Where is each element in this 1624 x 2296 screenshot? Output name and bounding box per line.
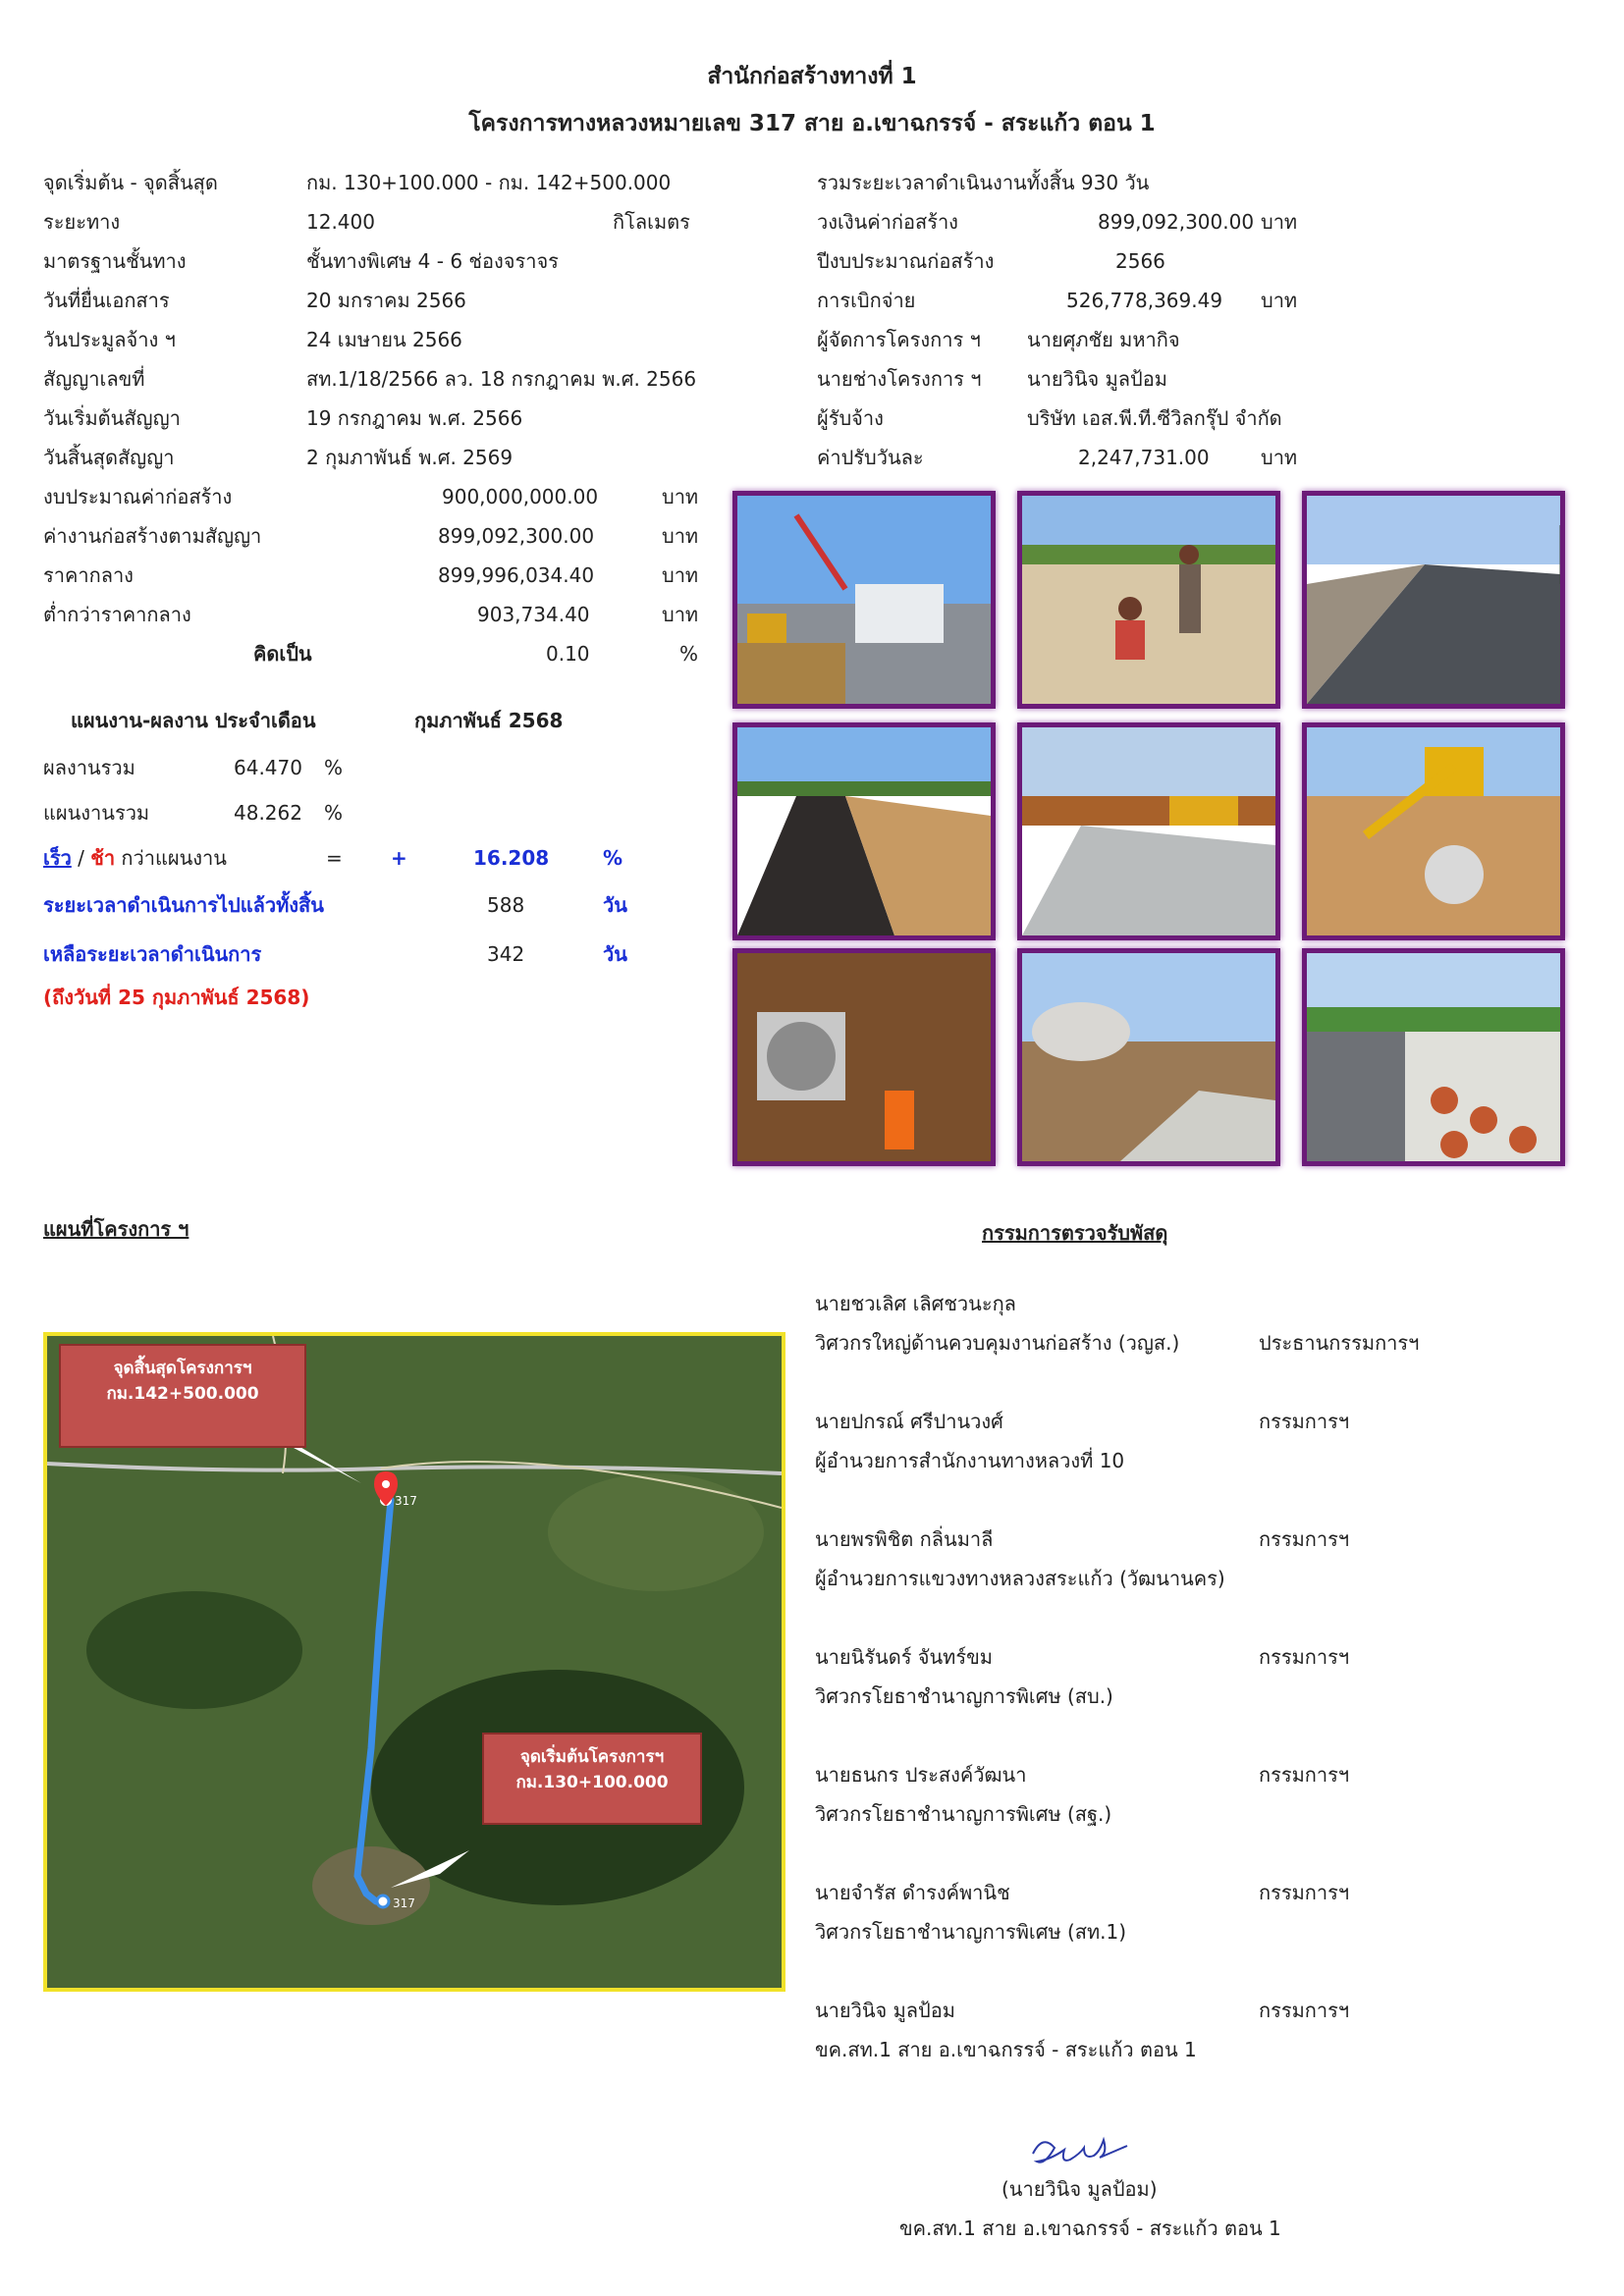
photo-mixer-truck — [1017, 948, 1280, 1166]
member-position: วิศวกรโยธาชำนาญการพิเศษ (สบ.) — [815, 1684, 1113, 1708]
fast-slow-line — [43, 846, 227, 870]
photo-culvert — [732, 948, 996, 1166]
member-name: นายชวเลิศ เลิศชวนะกุล — [815, 1292, 1016, 1315]
member-role: ประธานกรรมการฯ — [1259, 1331, 1420, 1355]
member-role: กรรมการฯ — [1259, 1881, 1350, 1904]
member-position: วิศวกรโยธาชำนาญการพิเศษ (สฐ.) — [815, 1802, 1112, 1826]
info-value: 24 เมษายน 2566 — [306, 328, 462, 351]
signature-position: ขค.สท.1 สาย อ.เขาฉกรรจ์ - สระแก้ว ตอน 1 — [899, 2216, 1281, 2240]
route-label: 317 — [393, 1896, 415, 1910]
info-value: 526,778,369.49 — [1066, 289, 1223, 312]
member-position: ผู้อำนวยการสำนักงานทางหลวงที่ 10 — [815, 1449, 1125, 1472]
budget-label: ต่ำกว่าราคากลาง — [43, 603, 191, 626]
info-value: 19 กรกฎาคม พ.ศ. 2566 — [306, 406, 523, 430]
end-point-callout — [59, 1344, 306, 1448]
budget-value: 903,734.40 — [477, 603, 590, 626]
end-point-km: กม.142+500.000 — [106, 1384, 259, 1404]
info-unit: บาท — [1261, 446, 1298, 469]
elapsed-value: 588 — [487, 893, 525, 917]
percent-value: 0.10 — [546, 642, 590, 666]
percent-unit: % — [679, 642, 699, 666]
member-role: กรรมการฯ — [1259, 1999, 1350, 2022]
diff-value: 16.208 — [473, 846, 550, 870]
member-role: กรรมการฯ — [1259, 1527, 1350, 1551]
duration-text: รวมระยะเวลาดำเนินงานทั้งสิ้น 930 วัน — [817, 171, 1150, 194]
info-value: 20 มกราคม 2566 — [306, 289, 466, 312]
equals-sign: = — [326, 846, 343, 870]
info-unit: บาท — [1261, 289, 1298, 312]
photo-asphalt-road — [1302, 491, 1565, 709]
member-name: นายธนกร ประสงค์วัฒนา — [815, 1763, 1027, 1787]
info-label: วันที่ยื่นเอกสาร — [43, 289, 170, 312]
info-label: ปีงบประมาณก่อสร้าง — [817, 249, 995, 273]
actual-value: 64.470 — [234, 756, 302, 779]
info-value: นายวินิจ มูลป้อม — [1027, 367, 1167, 391]
info-unit: กิโลเมตร — [613, 210, 690, 234]
map-heading: แผนที่โครงการ ฯ — [43, 1217, 189, 1241]
project-map — [43, 1332, 785, 1992]
budget-label: ค่างานก่อสร้างตามสัญญา — [43, 524, 262, 548]
member-role: กรรมการฯ — [1259, 1645, 1350, 1669]
budget-unit: บาท — [662, 524, 699, 548]
photo-paving — [732, 722, 996, 940]
info-label: ค่าปรับวันละ — [817, 446, 924, 469]
plan-value: 48.262 — [234, 801, 302, 825]
budget-unit: บาท — [662, 485, 699, 508]
end-point-title: จุดสิ้นสุดโครงการฯ — [113, 1359, 252, 1378]
progress-month: กุมภาพันธ์ 2568 — [414, 709, 564, 732]
start-point-km: กม.130+100.000 — [515, 1773, 669, 1792]
vs-plan: กว่าแผนงาน — [115, 846, 227, 870]
diff-sign: + — [391, 846, 407, 870]
info-label: ผู้รับจ้าง — [817, 406, 884, 430]
photo-soil-test — [1017, 491, 1280, 709]
info-value: นายศุภชัย มหากิจ — [1027, 328, 1180, 351]
info-label: การเบิกจ่าย — [817, 289, 916, 312]
committee-heading: กรรมการตรวจรับพัสดุ — [982, 1221, 1168, 1245]
member-name: นายพรพิชิต กลิ่นมาลี — [815, 1527, 994, 1551]
photo-excavator — [1302, 722, 1565, 940]
member-position: วิศวกรโยธาชำนาญการพิเศษ (สท.1) — [815, 1920, 1127, 1944]
route-label: 317 — [395, 1494, 417, 1508]
budget-label: ราคากลาง — [43, 563, 134, 587]
photo-gravel-piles — [1302, 948, 1565, 1166]
asof-date: (ถึงวันที่ 25 กุมภาพันธ์ 2568) — [43, 986, 310, 1009]
info-label: ผู้จัดการโครงการ ฯ — [817, 328, 981, 351]
signature-name: (นายวินิจ มูลป้อม) — [1001, 2177, 1158, 2201]
budget-value: 899,092,300.00 — [438, 524, 595, 548]
start-point-title: จุดเริ่มต้นโครงการฯ — [519, 1747, 665, 1767]
budget-value: 900,000,000.00 — [442, 485, 599, 508]
progress-heading: แผนงาน-ผลงาน ประจำเดือน — [71, 709, 316, 732]
member-name: นายปกรณ์ ศรีปานวงศ์ — [815, 1410, 1003, 1433]
project-title: โครงการทางหลวงหมายเลข 317 สาย อ.เขาฉกรรจ์ - สระแก้ว ตอน 1 — [468, 111, 1156, 136]
member-name: นายจำรัส ดำรงค์พานิช — [815, 1881, 1010, 1904]
info-value: ชั้นทางพิเศษ 4 - 6 ช่องจราจร — [306, 249, 559, 273]
photo-concrete-pour — [1017, 722, 1280, 940]
photo-crane-truck — [732, 491, 996, 709]
member-position: วิศวกรใหญ่ด้านควบคุมงานก่อสร้าง (วญส.) — [815, 1331, 1180, 1355]
info-label: วันเริ่มต้นสัญญา — [43, 406, 181, 430]
budget-value: 899,996,034.40 — [438, 563, 595, 587]
info-value: 899,092,300.00 — [1098, 210, 1255, 234]
info-value: กม. 130+100.000 - กม. 142+500.000 — [306, 171, 672, 194]
info-value: 2,247,731.00 — [1078, 446, 1210, 469]
member-name: นายนิรันดร์ จันทร์ขม — [815, 1645, 993, 1669]
fast-text: เร็ว — [43, 846, 72, 870]
diff-unit: % — [603, 846, 623, 870]
member-position: ผู้อำนวยการแขวงทางหลวงสระแก้ว (วัฒนานคร) — [815, 1567, 1225, 1590]
info-label: มาตรฐานชั้นทาง — [43, 249, 187, 273]
info-value: สท.1/18/2566 ลว. 18 กรกฎาคม พ.ศ. 2566 — [306, 367, 697, 391]
elapsed-label: ระยะเวลาดำเนินการไปแล้วทั้งสิ้น — [43, 893, 324, 917]
start-point-callout — [482, 1733, 702, 1825]
office-title: สำนักก่อสร้างทางที่ 1 — [707, 64, 917, 89]
info-unit: บาท — [1261, 210, 1298, 234]
info-label: สัญญาเลขที่ — [43, 367, 145, 391]
info-label: วงเงินค่าก่อสร้าง — [817, 210, 958, 234]
info-value: 2566 — [1115, 249, 1165, 273]
member-name: นายวินิจ มูลป้อม — [815, 1999, 955, 2022]
budget-unit: บาท — [662, 603, 699, 626]
slow-text: ช้า — [90, 846, 116, 870]
member-role: กรรมการฯ — [1259, 1410, 1350, 1433]
actual-label: ผลงานรวม — [43, 756, 135, 779]
signature-image — [1027, 2124, 1135, 2175]
elapsed-unit: วัน — [603, 893, 627, 917]
percent-label: คิดเป็น — [253, 642, 312, 666]
info-label: วันประมูลจ้าง ฯ — [43, 328, 176, 351]
info-label: ระยะทาง — [43, 210, 121, 234]
member-role: กรรมการฯ — [1259, 1763, 1350, 1787]
budget-unit: บาท — [662, 563, 699, 587]
actual-unit: % — [324, 756, 344, 779]
member-position: ขค.สท.1 สาย อ.เขาฉกรรจ์ - สระแก้ว ตอน 1 — [815, 2038, 1197, 2061]
plan-label: แผนงานรวม — [43, 801, 150, 825]
info-value: บริษัท เอส.พี.ที.ซีวิลกรุ๊ป จำกัด — [1027, 406, 1282, 430]
info-label: จุดเริ่มต้น - จุดสิ้นสุด — [43, 171, 218, 194]
remain-label: เหลือระยะเวลาดำเนินการ — [43, 942, 262, 966]
info-label: วันสิ้นสุดสัญญา — [43, 446, 175, 469]
info-value: 2 กุมภาพันธ์ พ.ศ. 2569 — [306, 446, 514, 469]
remain-unit: วัน — [603, 942, 627, 966]
remain-value: 342 — [487, 942, 525, 966]
info-value: 12.400 — [306, 210, 375, 234]
slash: / — [71, 846, 91, 870]
plan-unit: % — [324, 801, 344, 825]
budget-label: งบประมาณค่าก่อสร้าง — [43, 485, 233, 508]
info-label: นายช่างโครงการ ฯ — [817, 367, 982, 391]
